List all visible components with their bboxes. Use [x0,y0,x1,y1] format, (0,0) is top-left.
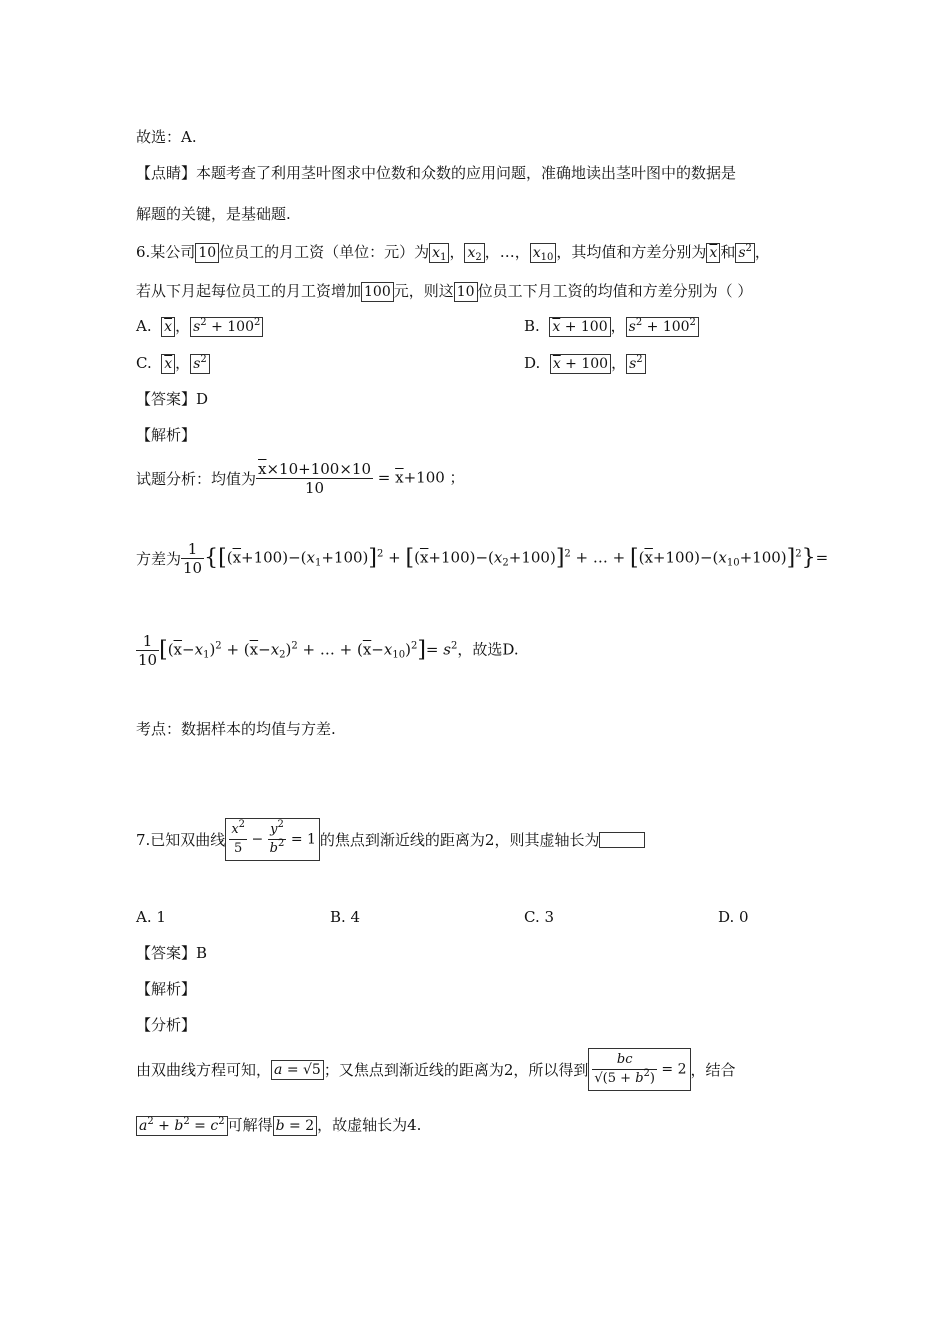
question-6-line-2: 若从下月起每位员工的月工资增加 100 元，则这 10 位员工下月工资的均值和方差分别为（ ） [136,282,753,300]
formula-box: 10 [454,282,478,302]
option-a: A. $\overline{x}$ ， $s^2 + 100^2$ [136,315,263,337]
mean-derivation: 试题分析：均值为 $\frac{\overline{x}\times 10+100\times 10}{10}$ = $\overline{x}+100$ ； [136,460,465,497]
solution-7-line-2: $a^2 + b^2 = c^2$ 可解得 b = 2 ，故虚轴长为4. [136,1114,421,1136]
q7-option-d: D. 0 [718,908,749,926]
solution-7-line-1: 由双曲线方程可知， a = √5 ；又焦点到渐近线的距离为2，所以得到 $\frac{bc}{√(5 + b^2)}$ = 2 ，结合 [136,1048,736,1091]
formula-box: $x_2$ [464,243,484,263]
question-6-line-1: 6.某公司 10 位员工的月工资（单位：元）为 $x_1$ ， $x_2$ ，…， $x_{10}$ ，其均值和方差分别为 $\overline{x}$ 和 $s^2$ ， [136,243,770,263]
formula-box: $\overline{x}$ [706,243,720,263]
q7-option-c: C. 3 [524,908,555,926]
variance-derivation-1: 方差为 $\frac{1}{10}$ {$[(\overline{x}+100)-(x_1+100)]^2 + [(\overline{x}+100)-(x_2+100)]^2$ + … + $[(\overline{x}+100)-(x_{10}+100)]^2\}=$ [136,540,829,577]
q7-option-b: B. 4 [330,908,361,926]
comment-line-2: 解题的关键，是基础题. [136,205,291,223]
knowledge-point: 考点：数据样本的均值与方差. [136,720,336,738]
analysis-7-heading: 【解析】 [136,980,197,998]
reasoning-7-heading: 【分析】 [136,1016,197,1034]
option-b: B. $\overline{x} + 100$ ， $s^2 + 100^2$ [524,315,699,337]
variance-derivation-2: $\frac{1}{10}$ [$(\overline{x}-x_1)^2 + (\overline{x}-x_2)^2$ + … + $(\overline{x}-x_{10})^2]= s^2$，故选D. [138,632,519,669]
formula-box: $s^2$ [735,243,755,263]
comment-line-1: 【点睛】本题考查了利用茎叶图求中位数和众数的应用问题，准确地读出茎叶图中的数据是 [136,164,737,182]
formula-box: 10 [195,243,219,263]
question-7: 7.已知双曲线 $\frac{x^2}{5}$ − $\frac{y^2}{b^2}$ = 1 的焦点到渐近线的距离为2，则其虚轴长为 [136,818,645,861]
answer-6: 【答案】D [136,390,209,408]
mean-formula: $\frac{\overline{x}\times 10+100\times 10}{10}$ [258,460,371,497]
hyperbola-equation-box: $\frac{x^2}{5}$ − $\frac{y^2}{b^2}$ = 1 [225,818,320,861]
answer-7: 【答案】B [136,944,208,962]
option-d: D. $\overline{x} + 100$ ， $s^2$ [524,352,646,374]
formula-box: $x_1$ [429,243,449,263]
option-c: C. $\overline{x}$ ， $s^2$ [136,352,210,374]
formula-box: $x_{10}$ [530,243,557,263]
q7-option-a: A. 1 [136,908,166,926]
formula-box: 100 [361,282,394,302]
analysis-6-heading: 【解析】 [136,426,197,444]
conclusion-line: 故选：A. [136,128,197,146]
